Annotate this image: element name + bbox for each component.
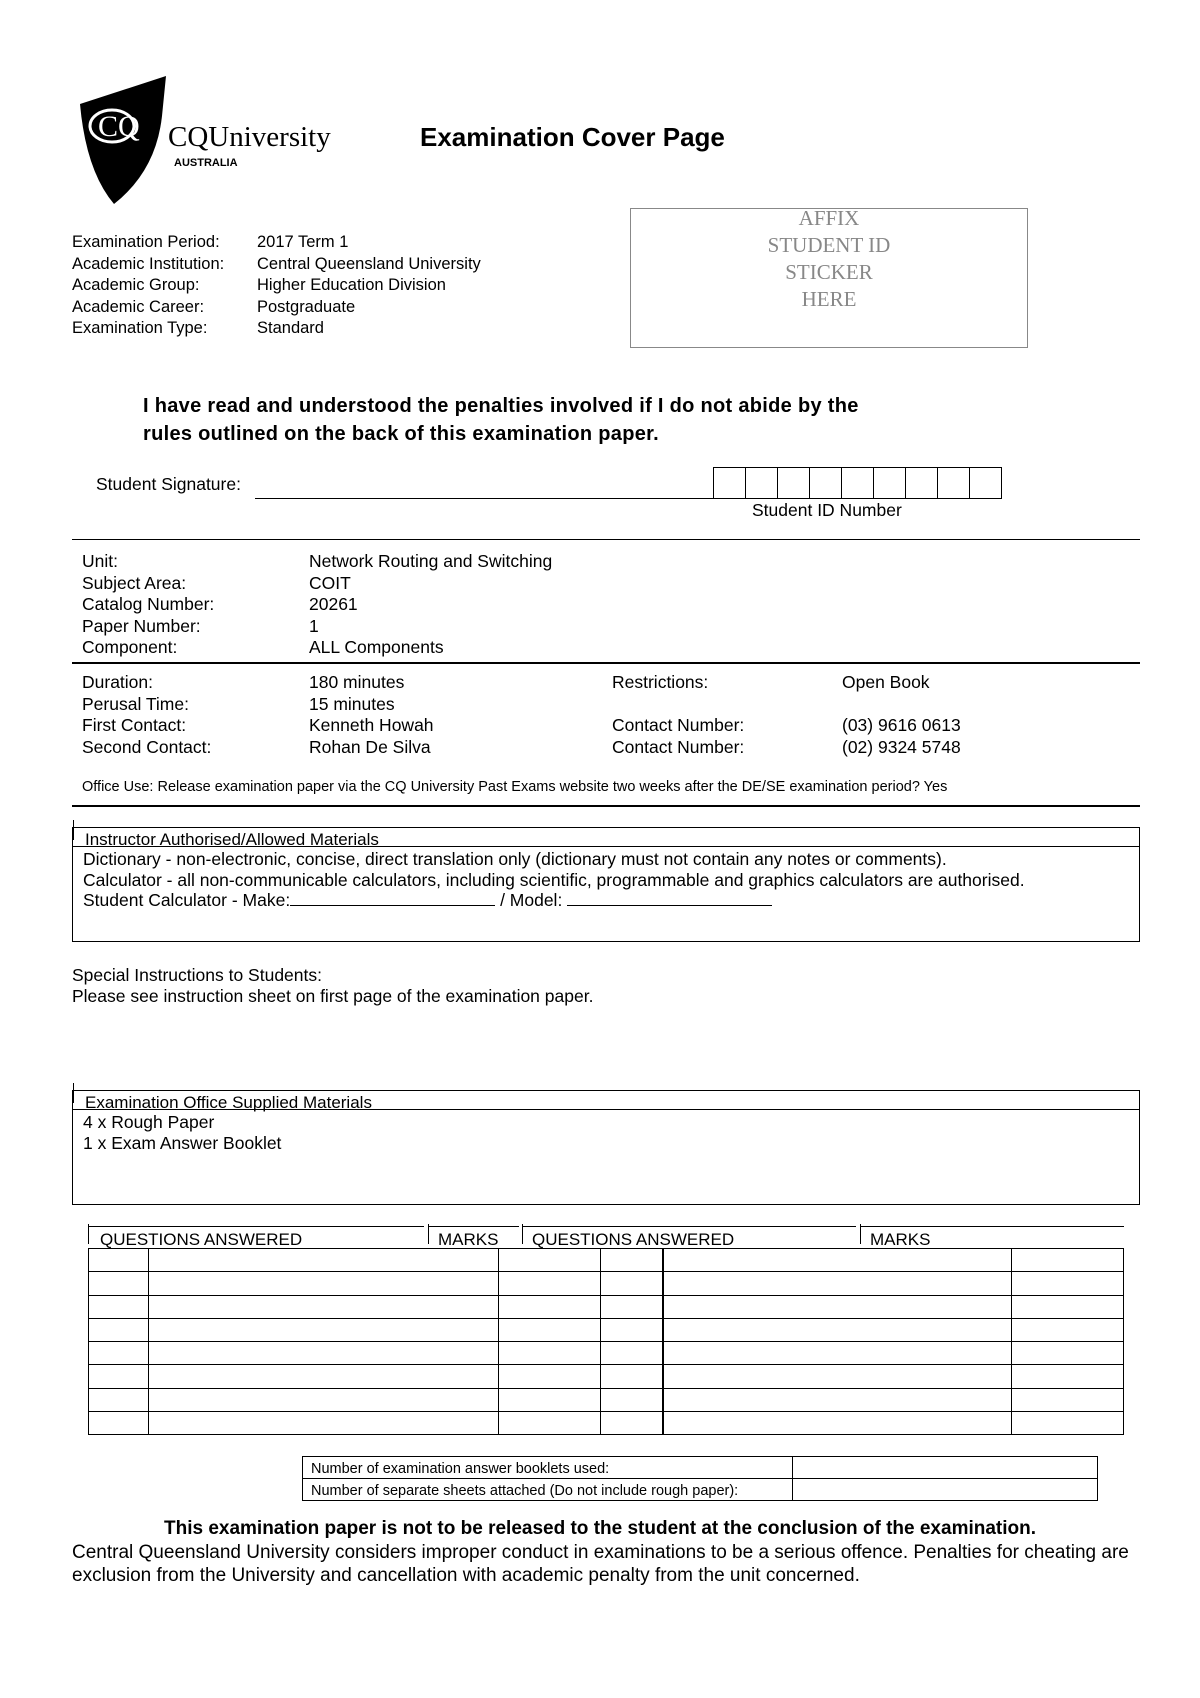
table-cell[interactable] [1012,1318,1124,1341]
allowed-materials-line: Calculator - all non-communicable calculators, including scientific, programmable and graphics calculators are authorised. [83,869,1025,890]
unit-info-value: COIT [309,572,351,593]
student-id-label: Student ID Number [752,500,902,520]
table-cell[interactable] [1012,1295,1124,1318]
unit-info [82,551,552,659]
sticker-line: AFFIX [798,206,860,230]
exam-info-label: Academic Institution: [72,254,225,273]
table-cell[interactable] [663,1342,1012,1365]
logo-main-text: CQUniversity [168,121,331,153]
duration-value: 180 minutes [309,672,405,692]
table-row [89,1272,1124,1295]
exam-info-value: Central Queensland University [257,254,481,273]
table-row [89,1365,1124,1388]
questions-answered-header: QUESTIONS ANSWERED [100,1230,303,1249]
header-tick [88,1224,89,1244]
contact-number-label: Contact Number: [612,715,745,735]
sticker-line: STICKER [785,260,873,284]
exam-info-row [72,297,481,319]
first-contact-row [82,715,1142,737]
header-rule [428,1226,519,1227]
table-cell[interactable] [499,1388,601,1411]
unit-info-label: Unit: [82,551,118,571]
table-cell[interactable] [601,1411,663,1434]
exam-info-row [72,275,481,297]
questions-grid [88,1248,1124,1435]
table-cell[interactable] [89,1365,149,1388]
marks-header: MARKS [870,1230,931,1249]
table-row [89,1342,1124,1365]
table-row [303,1479,1098,1501]
header-tick [428,1224,429,1244]
table-cell[interactable] [149,1388,499,1411]
student-id-digit-box[interactable] [810,467,842,499]
perusal-label: Perusal Time: [82,693,189,714]
unit-info-row [82,594,552,616]
table-cell[interactable] [1012,1365,1124,1388]
student-id-digit-box[interactable] [842,467,874,499]
questions-table-header [88,1226,1124,1250]
perusal-row [82,694,1142,716]
exam-info [72,232,481,340]
table-cell[interactable] [499,1342,601,1365]
first-contact-value: Kenneth Howah [309,715,434,735]
header-tick [860,1224,861,1244]
table-cell[interactable] [149,1411,499,1434]
supplied-materials-box [72,1090,1140,1205]
sheets-attached-field[interactable] [793,1479,1098,1501]
unit-info-label: Component: [82,637,178,657]
table-cell[interactable] [149,1272,499,1295]
table-cell[interactable] [601,1365,663,1388]
table-cell[interactable] [149,1342,499,1365]
table-cell[interactable] [663,1411,1012,1434]
special-instructions-text: Please see instruction sheet on first page of the examination paper. [72,986,594,1006]
table-row [89,1249,1124,1272]
supplied-materials-heading: Examination Office Supplied Materials [85,1093,372,1112]
table-cell[interactable] [663,1272,1012,1295]
calculator-model-field[interactable] [567,890,772,906]
divider [72,662,1140,664]
table-cell[interactable] [663,1318,1012,1341]
divider [72,805,1140,807]
shield-icon [78,76,331,206]
table-row [89,1318,1124,1341]
restrictions-label: Restrictions: [612,672,709,692]
unit-info-value: ALL Components [309,637,444,657]
table-cell[interactable] [601,1342,663,1365]
booklets-used-label: Number of examination answer booklets used: [303,1457,793,1479]
table-row [303,1457,1098,1479]
table-cell[interactable] [601,1295,663,1318]
table-cell[interactable] [89,1318,149,1341]
special-instructions-heading: Special Instructions to Students: [72,965,322,985]
second-contact-row [82,737,1142,759]
table-cell[interactable] [601,1249,663,1272]
supplied-materials-body [83,1112,281,1153]
allowed-materials-header [73,827,1139,847]
table-cell[interactable] [89,1272,149,1295]
booklets-used-field[interactable] [793,1457,1098,1479]
student-id-digit-box[interactable] [714,467,746,499]
header-tick [73,820,74,840]
sheets-attached-label: Number of separate sheets attached (Do not include rough paper): [303,1479,793,1501]
booklets-table [302,1456,1098,1501]
table-cell[interactable] [149,1318,499,1341]
supplied-material-item: 4 x Rough Paper [83,1112,215,1132]
declaration-line: I have read and understood the penalties involved if I do not abide by the [143,395,859,417]
contact-number-label: Contact Number: [612,736,745,757]
unit-info-value: 1 [309,615,319,636]
calculator-make-field[interactable] [290,890,495,906]
table-cell[interactable] [601,1318,663,1341]
student-id-digit-box[interactable] [970,467,1002,499]
first-contact-label: First Contact: [82,715,187,735]
second-contact-label: Second Contact: [82,736,212,757]
calculator-model-label: / Model: [500,890,563,910]
student-id-digit-box[interactable] [778,467,810,499]
sticker-line: STUDENT ID [767,233,891,257]
questions-answered-header: QUESTIONS ANSWERED [532,1230,735,1249]
table-cell[interactable] [89,1249,149,1272]
calculator-line [83,890,1025,911]
allowed-materials-body [83,849,1025,911]
table-cell[interactable] [663,1295,1012,1318]
signature-field[interactable] [255,498,715,499]
table-cell[interactable] [601,1388,663,1411]
table-cell[interactable] [663,1249,1012,1272]
table-row [89,1295,1124,1318]
sticker-text [631,205,1027,313]
unit-info-row [82,573,552,595]
header-rule [522,1226,856,1227]
second-contact-value: Rohan De Silva [309,736,431,757]
table-cell[interactable] [149,1249,499,1272]
exam-info-label: Academic Group: [72,276,200,294]
office-use-note: Office Use: Release examination paper via the CQ University Past Exams website two weeks after the DE/SE examination period? Yes [82,779,948,795]
table-cell[interactable] [1012,1388,1124,1411]
exam-info-value: 2017 Term 1 [257,233,349,251]
exam-info-label: Examination Period: [72,233,220,251]
table-cell[interactable] [89,1295,149,1318]
unit-info-row [82,551,552,573]
table-cell[interactable] [499,1318,601,1341]
unit-info-label: Paper Number: [82,615,201,636]
student-id-boxes[interactable] [713,467,1002,499]
table-cell[interactable] [89,1388,149,1411]
sticker-line: HERE [801,287,857,311]
marks-header: MARKS [438,1230,499,1249]
logo-cq-text: CQ [98,110,140,143]
exam-info-label: Examination Type: [72,319,208,337]
perusal-value: 15 minutes [309,693,395,714]
questions-table [88,1248,1124,1435]
page-title: Examination Cover Page [420,122,725,152]
exam-info-value: Higher Education Division [257,276,446,294]
header-rule [860,1226,1124,1227]
allowed-materials-line: Dictionary - non-electronic, concise, direct translation only (dictionary must not contain any notes or comments). [83,849,947,869]
unit-info-label: Subject Area: [82,572,187,593]
release-warning: This examination paper is not to be released to the student at the conclusion of the examination. [163,1518,1037,1539]
table-cell[interactable] [1012,1342,1124,1365]
signature-label: Student Signature: [96,474,241,494]
student-id-digit-box[interactable] [938,467,970,499]
student-id-digit-box[interactable] [746,467,778,499]
table-cell[interactable] [601,1272,663,1295]
exam-info-label: Academic Career: [72,297,205,316]
unit-info-label: Catalog Number: [82,594,215,614]
allowed-materials-box [72,827,1140,942]
special-instructions [72,965,593,1007]
university-logo [78,76,331,206]
header-tick [522,1224,523,1244]
restrictions-value: Open Book [842,672,930,692]
duration-row [82,672,1142,694]
declaration [143,392,943,448]
unit-info-row [82,616,552,638]
divider [72,539,1140,540]
exam-info-value: Postgraduate [257,297,356,316]
table-cell[interactable] [663,1365,1012,1388]
table-cell[interactable] [1012,1411,1124,1434]
allowed-materials-heading: Instructor Authorised/Allowed Materials [85,830,379,849]
conduct-notice: Central Queensland University considers improper conduct in examinations to be a serious offence. Penalties for cheating are exclusion from the University and cancellation with academic penalty from the unit concerned. [72,1542,1129,1586]
exam-info-row [72,254,481,276]
table-row [89,1388,1124,1411]
exam-info-value: Standard [257,319,324,337]
exam-info-row [72,232,481,254]
supplied-materials-header [73,1090,1139,1110]
unit-info-value: 20261 [309,594,358,614]
header-tick [73,1083,74,1103]
table-cell[interactable] [1012,1249,1124,1272]
table-cell[interactable] [89,1411,149,1434]
student-id-digit-box[interactable] [906,467,938,499]
table-cell[interactable] [149,1295,499,1318]
table-cell[interactable] [499,1272,601,1295]
table-cell[interactable] [499,1411,601,1434]
table-row [89,1411,1124,1434]
table-cell[interactable] [149,1365,499,1388]
supplied-material-item: 1 x Exam Answer Booklet [83,1132,282,1153]
table-cell[interactable] [663,1388,1012,1411]
student-id-sticker-box [630,208,1028,348]
student-id-digit-box[interactable] [874,467,906,499]
table-cell[interactable] [499,1295,601,1318]
table-cell[interactable] [499,1249,601,1272]
exam-info-row [72,318,481,340]
declaration-line: rules outlined on the back of this examination paper. [143,423,659,445]
table-cell[interactable] [89,1342,149,1365]
duration-label: Duration: [82,672,154,692]
calculator-make-label: Student Calculator - Make: [83,890,291,910]
contact-number-value: (02) 9324 5748 [842,736,961,757]
table-cell[interactable] [1012,1272,1124,1295]
unit-info-value: Network Routing and Switching [309,551,553,571]
duration-info [82,672,1142,758]
contact-number-value: (03) 9616 0613 [842,715,961,735]
table-cell[interactable] [499,1365,601,1388]
header-rule [88,1226,424,1227]
logo-sub-text: AUSTRALIA [174,157,238,169]
unit-info-row [82,637,552,659]
